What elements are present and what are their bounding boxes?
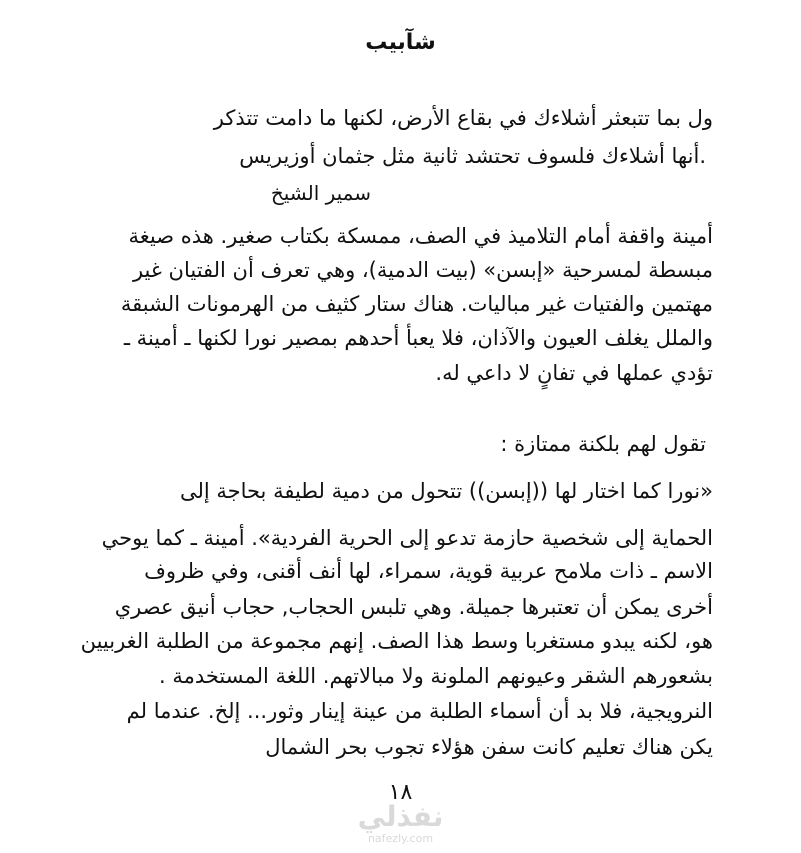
- body-line-12: بشعورهم الشقر وعيونهم الملونة ولا مبالاتهم. اللغة المستخدمة .: [159, 664, 713, 688]
- body-line-9: الاسم ـ ذات ملامح عربية قوية، سمراء، لها أنف أقنى، وفي ظروف: [144, 559, 713, 583]
- watermark-logo: نفذلي: [357, 800, 444, 833]
- body-line-10: أخرى يمكن أن تعتبرها جميلة. وهي تلبس الحجاب, حجاب أنيق عصري: [114, 595, 713, 619]
- body-line-8: الحماية إلى شخصية حازمة تدعو إلى الحرية الفردية». أمينة ـ كما يوحي: [101, 526, 713, 550]
- body-line-4: والملل يغلف العيون والآذان، فلا يعبأ أحدهم بمصير نورا لكنها ـ أمينة ـ: [123, 326, 713, 350]
- body-line-5: تؤدي عملها في تفانٍ لا داعي له.: [435, 361, 713, 385]
- intro-line-1: ول بما تتبعثر أشلاءك في بقاع الأرض، لكنها ما دامت تتذكر: [213, 106, 713, 130]
- body-line-6: تقول لهم بلكنة ممتازة :: [500, 432, 706, 456]
- watermark: [0, 802, 801, 846]
- body-line-1: أمينة واقفة أمام التلاميذ في الصف، ممسكة بكتاب صغير. هذه صيغة: [128, 224, 713, 248]
- author-signature: سمير الشيخ: [270, 181, 371, 205]
- watermark-url: nafezly.com: [367, 832, 434, 845]
- intro-line-2: .أنها أشلاءك فلسوف تحتشد ثانية مثل جثمان أوزيريس: [239, 144, 706, 168]
- body-line-14: يكن هناك تعليم كانت سفن هؤلاء تجوب بحر الشمال: [265, 735, 713, 759]
- page-number: ١٨: [388, 780, 413, 805]
- body-line-2: مبسطة لمسرحية «إبسن» (بيت الدمية)، وهي تعرف أن الفتيان غير: [132, 258, 713, 282]
- page-header-title: شآبيب: [365, 30, 436, 55]
- body-line-11: هو، لكنه يبدو مستغربا وسط هذا الصف. إنهم مجموعة من الطلبة الغربيين: [80, 629, 713, 653]
- body-line-7: «نورا كما اختار لها ((إبسن)) تتحول من دمية لطيفة بحاجة إلى: [179, 479, 713, 503]
- body-line-13: النرويجية، فلا بد أن أسماء الطلبة من عينة إينار وثور... إلخ. عندما لم: [126, 699, 713, 723]
- body-line-3: مهتمين والفتيات غير مباليات. هناك ستار كثيف من الهرمونات الشبقة: [120, 292, 713, 316]
